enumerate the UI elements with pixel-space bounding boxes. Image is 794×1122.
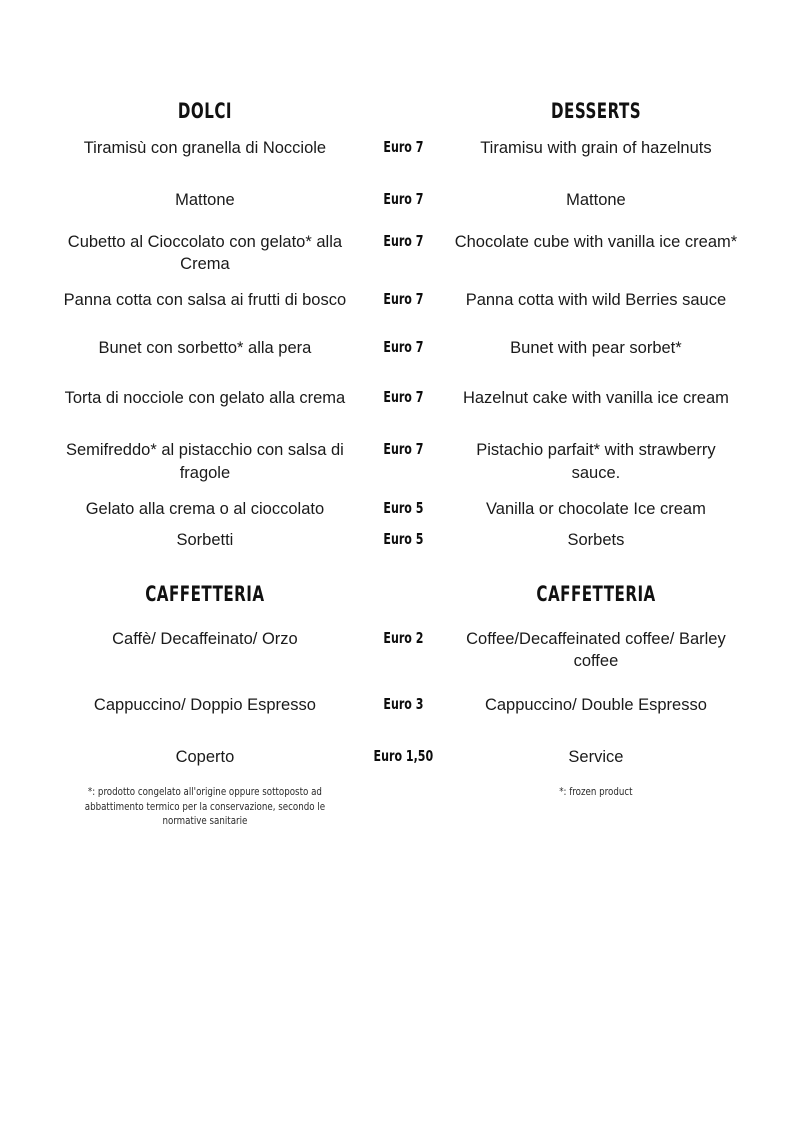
menu-item-price [356,498,452,521]
section-heading-price-spacer [356,583,452,606]
row-spacer [54,409,740,439]
menu-item-name-english: Tiramisu with grain of hazelnuts [480,139,712,158]
menu-item-price-text: Euro 2 [383,628,424,647]
menu-item-name-italian: Coperto [175,747,235,766]
menu-item-row [54,337,740,360]
row-spacer [54,521,740,529]
menu-item-price-text: Euro 7 [383,337,424,356]
section-title-italian: DOLCI [177,99,232,123]
menu-item-name-italian: Tiramisù con granella di Nocciole [83,139,327,158]
menu-item-price-text: Euro 7 [383,189,424,208]
menu-item-price-text: Euro 7 [383,440,424,459]
menu-item-name-italian: Bunet con sorbetto* alla pera [98,338,312,357]
menu-item-name-english: Coffee/Decaffeinated coffee/ Barley coffee [466,629,726,671]
row-spacer [54,552,740,583]
menu-item-row [54,387,740,410]
menu-item-row [54,231,740,277]
row-spacer [54,160,740,189]
menu-item-price [356,387,452,410]
section-title-english: CAFFETTERIA [536,581,656,606]
row-spacer [54,212,740,231]
row-spacer [54,606,740,628]
menu-item-price [356,529,452,552]
menu-item-row [54,628,740,674]
row-spacer [54,673,740,694]
menu-item-name-english: Sorbets [567,530,625,549]
menu-item-name-english: Pistachio parfait* with strawberry sauce. [476,441,716,483]
menu-item-name-english: Chocolate cube with vanilla ice cream* [454,232,738,251]
menu-item-row [54,694,740,717]
row-spacer [54,485,740,498]
footnote-italian-text: *: prodotto congelato all'origine oppure sottoposto ad abbattimento termico per la conservazione, secondo le normative sanitarie [84,785,326,828]
row-spacer [54,276,740,289]
menu-item-price [356,746,452,769]
menu-item-row [54,289,740,312]
footnote-italian [54,785,356,830]
menu-item-price-text: Euro 7 [383,387,424,406]
menu-item-row [54,189,740,212]
menu-item-name-italian: Gelato alla crema o al cioccolato [85,499,325,518]
row-spacer [54,123,740,137]
section-title-italian: CAFFETTERIA [145,581,265,606]
menu-item-price-text: Euro 5 [383,529,424,548]
menu-item-name-english: Mattone [566,190,626,209]
menu-item-price [356,628,452,674]
row-spacer [54,717,740,746]
menu-item-name-english: Service [568,747,624,766]
menu-item-name-italian: Mattone [175,190,235,209]
footnote-price-spacer [356,785,452,830]
menu-item-row [54,529,740,552]
menu-item-row [54,137,740,160]
menu-item-row [54,498,740,521]
menu-item-price-text: Euro 1,50 [374,746,434,765]
menu-item-row [54,439,740,485]
section-heading-price-spacer [356,100,452,123]
footnote-english-text: *: frozen product [559,785,633,798]
menu-item-price-text: Euro 7 [383,138,424,157]
menu-item-price-text: Euro 3 [383,695,424,714]
menu-item-name-italian: Cappuccino/ Doppio Espresso [93,696,316,715]
menu-item-price-text: Euro 7 [383,231,424,250]
menu-item-price-text: Euro 7 [383,290,424,309]
menu-item-name-english: Hazelnut cake with vanilla ice cream [462,388,729,407]
menu-item-price-text: Euro 5 [383,498,424,517]
footnotes-row [54,785,740,830]
section-heading-desserts [54,100,740,123]
row-spacer [54,360,740,387]
menu-item-price [356,289,452,312]
footnote-english [452,785,740,830]
menu-item-price [356,231,452,277]
section-title-english: DESSERTS [550,99,641,123]
menu-item-price [356,694,452,717]
section-heading-coffee [54,583,740,606]
row-spacer [54,312,740,337]
menu-item-name-english: Bunet with pear sorbet* [510,338,682,357]
menu-item-name-italian: Cubetto al Cioccolato con gelato* alla Crema [67,232,343,274]
menu-item-name-english: Cappuccino/ Double Espresso [484,696,707,715]
menu-item-name-english: Vanilla or chocolate Ice cream [486,499,706,518]
menu-item-row [54,746,740,769]
row-spacer [54,769,740,785]
menu-item-name-italian: Panna cotta con salsa ai frutti di bosco [63,291,347,310]
menu-item-price [356,137,452,160]
menu-item-name-italian: Caffè/ Decaffeinato/ Orzo [112,629,298,648]
menu-item-price [356,439,452,485]
menu-table [54,100,740,829]
menu-item-price [356,189,452,212]
menu-item-name-italian: Torta di nocciole con gelato alla crema [64,388,346,407]
menu-item-name-english: Panna cotta with wild Berries sauce [465,291,727,310]
menu-item-name-italian: Semifreddo* al pistacchio con salsa di fragole [65,441,344,483]
menu-item-name-italian: Sorbetti [176,530,234,549]
menu-item-price [356,337,452,360]
